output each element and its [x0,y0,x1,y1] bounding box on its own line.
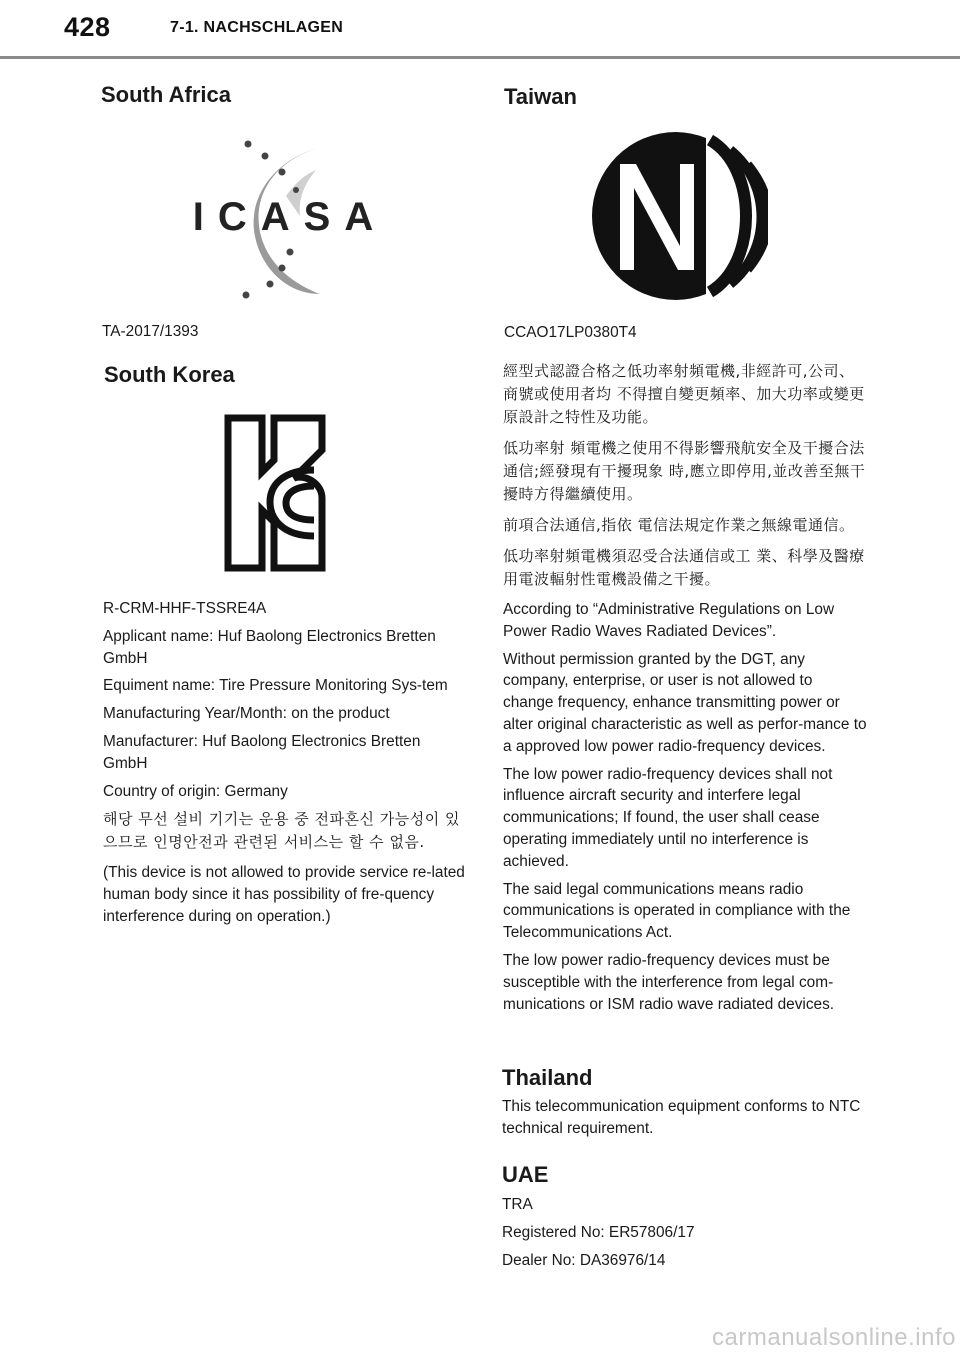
kc-mark-logo [222,412,328,574]
taiwan-paragraph-chinese: 前項合法通信,指依 電信法規定作業之無線電通信。 [503,516,855,534]
thailand-heading: Thailand [502,1065,593,1090]
taiwan-paragraph-chinese: 經型式認證合格之低功率射頻電機,非經許可,公司、商號或使用者均 不得擅自變更頻率、加大功率或變更原設計之特性及功能。 [503,362,865,426]
taiwan-paragraph-chinese: 低功率射頻電機須忍受合法通信或工 業、科學及醫療用電波輻射性電機設備之干擾。 [503,547,865,588]
taiwan-body [503,360,867,1021]
taiwan-heading: Taiwan [504,84,577,109]
taiwan-paragraph: The low power radio-frequency devices shall not influence aircraft security and interfere legal communications; If found, the user shall cease operating immediately until no interference is achieved. [503,765,833,870]
uae-paragraph: Registered No: ER57806/17 [502,1223,695,1241]
page-number: 428 [64,12,111,42]
taiwan-paragraph-chinese: 低功率射 頻電機之使用不得影響飛航安全及干擾合法通信;經發現有干擾現象 時,應立即停用,並改善至無干擾時方得繼續使用。 [503,439,866,503]
uae-body [502,1194,866,1277]
icasa-logo [190,130,390,305]
uae-heading: UAE [502,1162,549,1187]
south-africa-heading: South Africa [101,82,231,107]
korea-paragraph: Applicant name: Huf Baolong Electronics Bretten GmbH [103,627,436,667]
uae-paragraph: TRA [502,1196,533,1213]
korea-paragraph: Manufacturer: Huf Baolong Electronics Bretten GmbH [103,732,421,772]
taiwan-code: CCAO17LP0380T4 [504,324,637,341]
page-header [0,0,960,62]
taiwan-paragraph: The said legal communications means radio communications is operated in compliance with the Telecommunications Act. [503,880,851,942]
korea-paragraph: (This device is not allowed to provide service re-lated human body since it has possibility of fre-quency interference during on operation.) [103,864,465,925]
korea-paragraph: R-CRM-HHF-TSSRE4A [103,600,267,617]
thailand-body [502,1096,866,1146]
header-rule [0,56,960,59]
south-korea-heading: South Korea [104,362,235,387]
taiwan-paragraph: Without permission granted by the DGT, any company, enterprise, or user is not allowed to change frequency, enhance transmitting power or alter original characteristic as well as perfor-mance to a approved low power radio-frequency devices. [503,650,867,755]
thailand-paragraph: This telecommunication equipment conforms to NTC technical requirement. [502,1098,861,1137]
section-title: 7-1. NACHSCHLAGEN [170,19,344,36]
watermark: carmanualsonline.info [712,1324,956,1351]
uae-paragraph: Dealer No: DA36976/14 [502,1251,666,1269]
icasa-logo-text: ICASA [192,195,388,239]
korea-paragraph: Manufacturing Year/Month: on the product [103,705,390,723]
korea-paragraph-korean: 해당 무선 설비 기기는 운용 중 전파혼신 가능성이 있으므로 인명안전과 관련된 서비스는 할 수 없음. [103,810,460,852]
ncc-logo [588,128,768,304]
korea-paragraph: Equiment name: Tire Pressure Monitoring Sys-tem [103,677,448,695]
taiwan-paragraph: The low power radio-frequency devices must be susceptible with the interference from legal com-munications or ISM radio wave radiated devices. [503,951,835,1013]
south-africa-code: TA-2017/1393 [102,323,199,340]
taiwan-paragraph: According to “Administrative Regulations on Low Power Radio Waves Radiated Devices”. [503,601,835,640]
south-korea-body [103,598,467,934]
korea-paragraph: Country of origin: Germany [103,782,288,800]
